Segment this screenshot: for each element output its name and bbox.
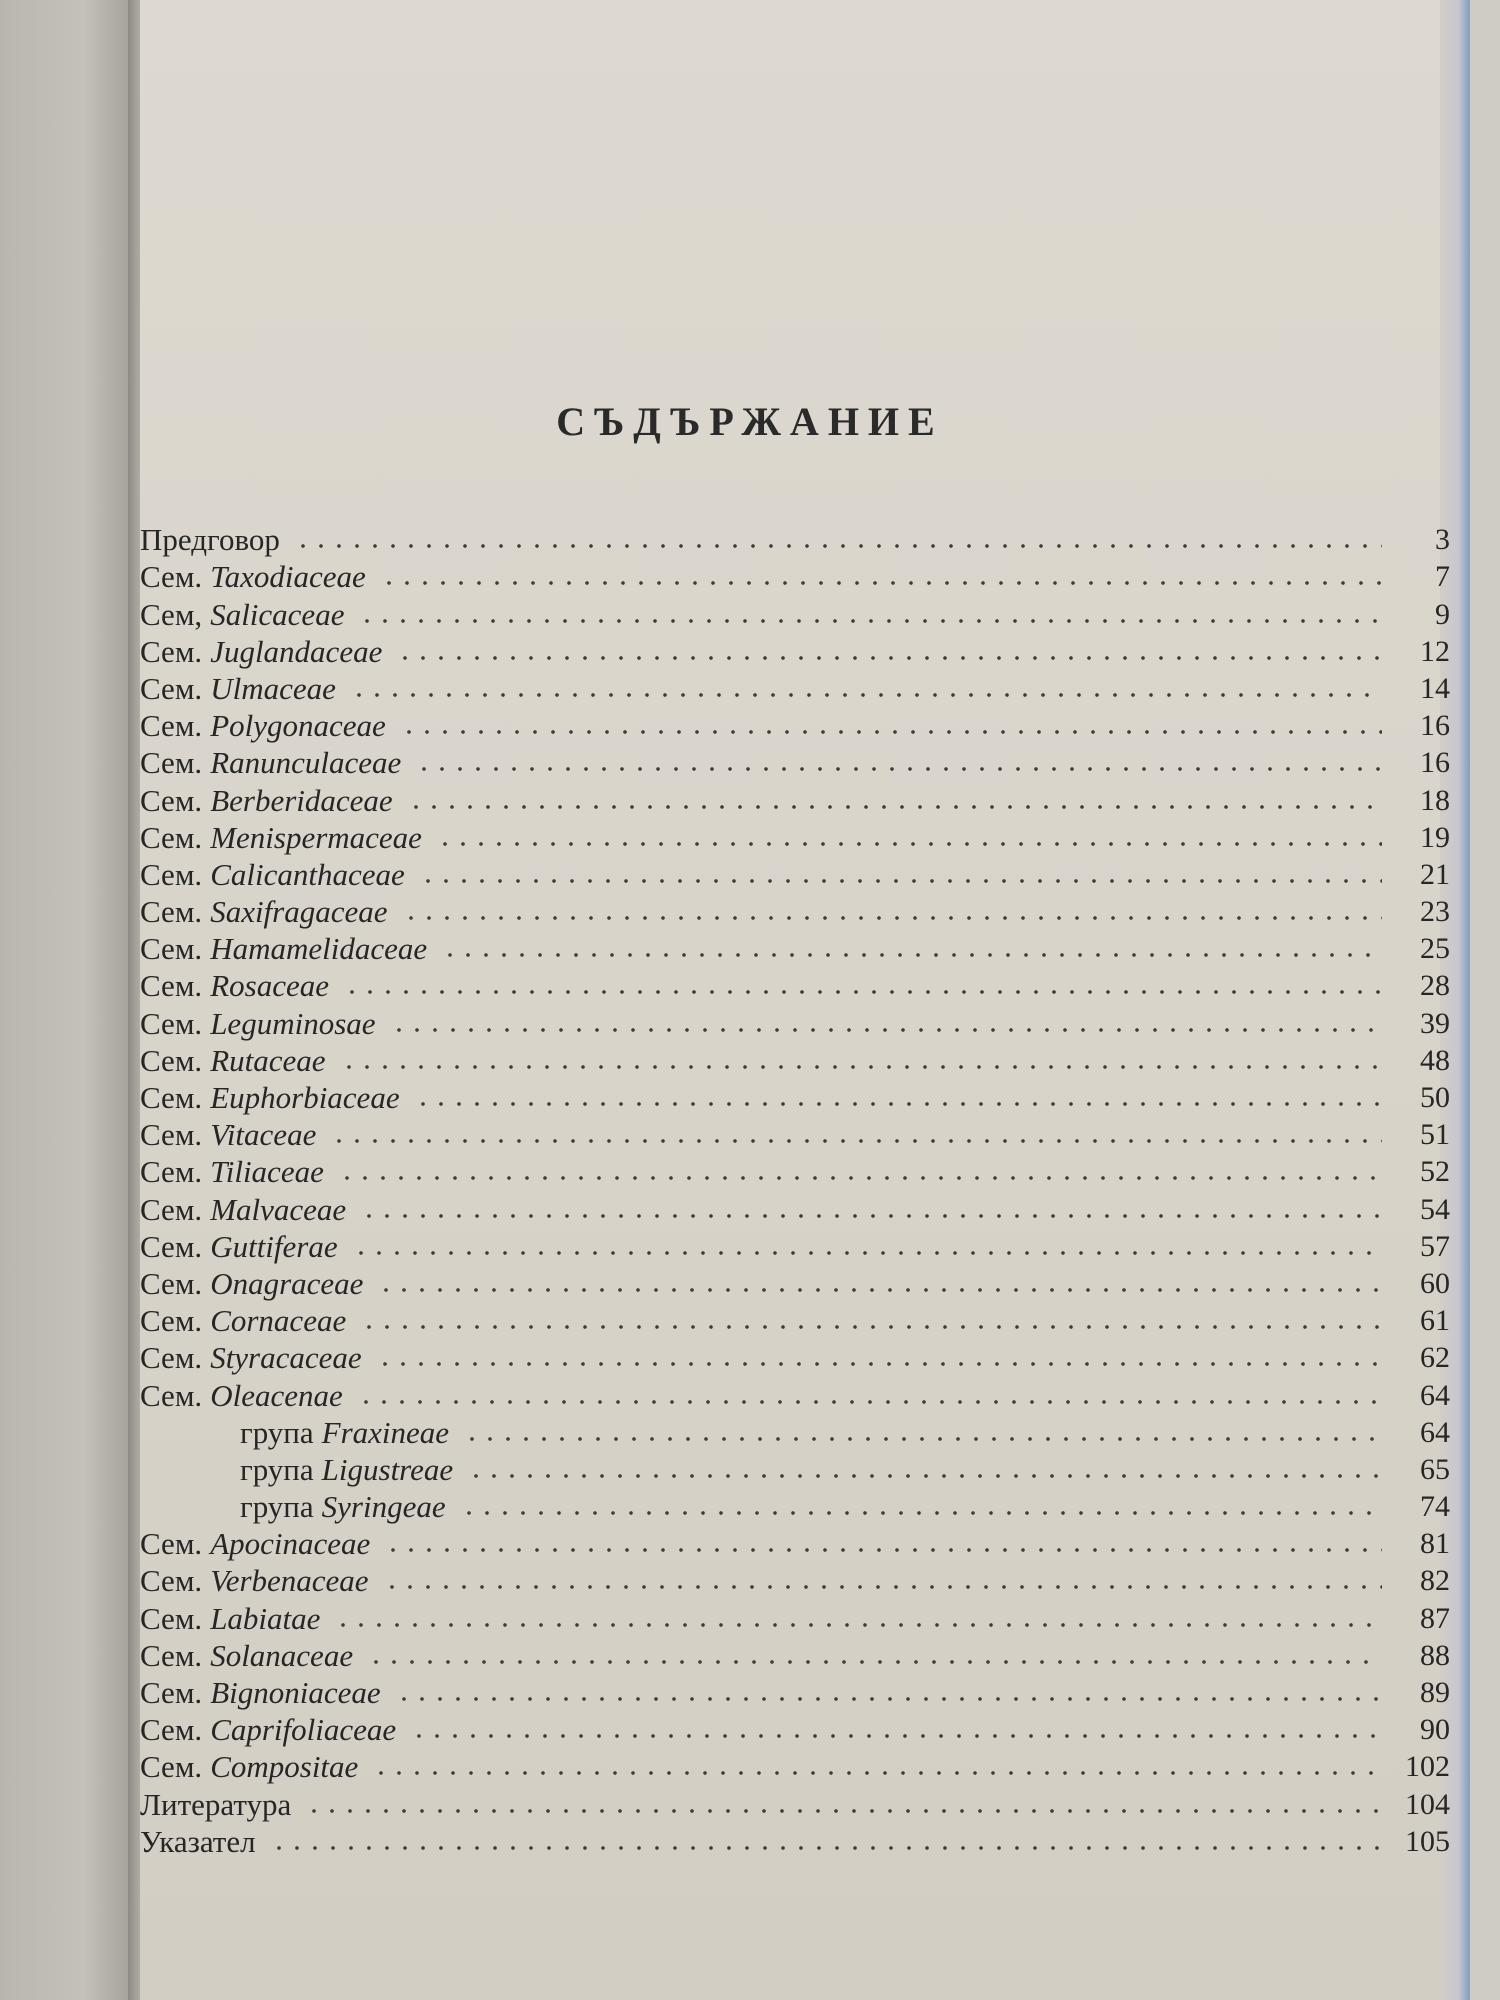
toc-entry-prefix: Сем. (140, 1637, 203, 1673)
toc-entry (140, 630, 1450, 667)
toc-entry-label (140, 708, 392, 744)
toc-entry-prefix: Сем. (140, 708, 203, 744)
toc-entry-page-number: 87 (1420, 1601, 1450, 1635)
dot-leader (410, 1733, 1382, 1739)
toc-entry-taxon: Compositae (210, 1749, 359, 1785)
toc-entry-prefix: Сем. (140, 1265, 203, 1301)
toc-entry-label (140, 559, 372, 595)
toc-entry-label (140, 782, 399, 818)
dot-leader (414, 1101, 1382, 1107)
dot-leader (376, 1361, 1382, 1367)
toc-entry-label (140, 1749, 364, 1785)
toc-entry (140, 1448, 1450, 1485)
toc-entry-prefix: Литература (140, 1786, 292, 1822)
toc-entry-page-number: 105 (1405, 1824, 1450, 1858)
dot-leader (390, 1027, 1382, 1033)
toc-entry-prefix: Сем. (140, 1340, 203, 1376)
toc-entry-prefix: Сем. (140, 1303, 203, 1339)
dot-leader (402, 915, 1382, 921)
toc-entry-taxon: Polygonaceae (210, 708, 386, 744)
toc-entry (140, 1039, 1450, 1076)
toc-entry (140, 555, 1450, 595)
toc-entry-page-number: 61 (1420, 1304, 1450, 1338)
toc-entry-label (140, 745, 407, 781)
toc-entry-taxon: Taxodiaceae (210, 559, 366, 595)
toc-entry-label (140, 1191, 352, 1227)
dot-leader (396, 655, 1382, 661)
toc-entry-prefix: група (240, 1489, 314, 1525)
toc-entry-taxon: Ranunculaceae (210, 745, 402, 781)
toc-entry (140, 1820, 1450, 1857)
toc-entry-prefix: Сем. (140, 819, 203, 855)
toc-entry-prefix: Сем. (140, 1228, 203, 1264)
toc-entry-page-number: 9 (1435, 597, 1450, 631)
toc-entry-label (140, 1712, 402, 1748)
toc-entry-page-number: 16 (1420, 709, 1450, 743)
toc-entry (140, 1559, 1450, 1599)
toc-entry (140, 1411, 1450, 1448)
toc-entry (140, 1076, 1450, 1113)
toc-entry-label (140, 633, 388, 669)
toc-entry-page-number: 18 (1420, 783, 1450, 817)
toc-entry (140, 592, 1450, 632)
dot-leader (294, 543, 1382, 549)
toc-entry (140, 1745, 1450, 1785)
toc-entry-page-number: 57 (1420, 1229, 1450, 1263)
toc-entry (140, 518, 1450, 558)
toc-entry-taxon: Ulmaceae (210, 670, 336, 706)
toc-entry-prefix: група (240, 1414, 314, 1450)
toc-entry-page-number: 54 (1420, 1192, 1450, 1226)
dot-leader (352, 1250, 1382, 1256)
toc-entry-taxon: Ligustreae (321, 1451, 454, 1487)
toc-entry (140, 1596, 1450, 1636)
toc-entry-taxon: Guttiferae (210, 1228, 338, 1264)
dot-leader (338, 1175, 1382, 1181)
toc-entry-label (140, 856, 411, 892)
toc-entry-page-number: 7 (1435, 560, 1450, 594)
toc-entry-page-number: 14 (1420, 671, 1450, 705)
dot-leader (357, 1399, 1382, 1405)
left-page-edge (0, 0, 140, 2000)
toc-entry (140, 1150, 1450, 1190)
toc-entry-page-number: 23 (1420, 895, 1450, 929)
toc-entry (140, 853, 1450, 890)
toc-entry-prefix: Сем. (140, 745, 203, 781)
toc-entry-label (140, 522, 286, 558)
toc-entry-taxon: Euphorbiaceae (210, 1080, 400, 1115)
toc-entry-prefix: Сем. (140, 1600, 203, 1636)
toc-entry-taxon: Onagraceae (210, 1265, 364, 1301)
dot-leader (383, 1584, 1382, 1590)
toc-entry-taxon: Leguminosae (210, 1005, 376, 1041)
toc-entry-page-number: 60 (1420, 1266, 1450, 1300)
toc-entry-label (140, 1340, 368, 1376)
dot-leader (343, 989, 1382, 995)
toc-entry-page-number: 12 (1420, 634, 1450, 668)
toc-entry-label (140, 1154, 330, 1190)
toc-entry-label (140, 1563, 375, 1599)
toc-entry (140, 1485, 1450, 1525)
toc-entry-page-number: 65 (1420, 1452, 1450, 1486)
toc-entry (140, 1113, 1450, 1153)
toc-entry-page-number: 64 (1420, 1378, 1450, 1412)
toc-entry-page-number: 74 (1420, 1490, 1450, 1524)
toc-entry-prefix: Сем. (140, 1377, 203, 1413)
toc-entry-page-number: 52 (1420, 1155, 1450, 1189)
toc-entry-label (140, 1637, 359, 1673)
toc-entry (140, 1187, 1450, 1227)
toc-entry-page-number: 90 (1420, 1713, 1450, 1747)
toc-entry-prefix: Сем. (140, 1042, 203, 1078)
dot-leader (377, 1287, 1382, 1293)
toc-entry (140, 964, 1450, 1004)
toc-entry (140, 1671, 1450, 1708)
dot-leader (419, 878, 1382, 884)
toc-entry-label (140, 1526, 376, 1562)
dot-leader (367, 1659, 1382, 1665)
toc-entry (140, 1225, 1450, 1262)
dot-leader (360, 1324, 1382, 1330)
toc-entry-prefix: Указател (140, 1823, 256, 1859)
toc-entry-taxon: Apocinaceae (210, 1526, 371, 1562)
toc-entry-page-number: 102 (1405, 1750, 1450, 1784)
dot-leader (360, 1213, 1382, 1219)
toc-entry-label (140, 670, 342, 706)
toc-entry-label (140, 968, 335, 1004)
toc-entry-page-number: 81 (1420, 1527, 1450, 1561)
toc-entry (140, 1299, 1450, 1339)
toc-entry-prefix: група (240, 1451, 314, 1487)
toc-entry-label (140, 819, 428, 855)
toc-entry-prefix: Сем. (140, 1005, 203, 1041)
toc-entry (140, 741, 1450, 781)
toc-entry-taxon: Labiatae (210, 1600, 321, 1636)
toc-entry (140, 927, 1450, 967)
toc-entry-prefix: Сем. (140, 1712, 203, 1748)
dot-leader (460, 1510, 1382, 1516)
toc-entry-taxon: Caprifoliaceae (210, 1712, 397, 1748)
toc-entry-prefix: Сем. (140, 670, 203, 706)
toc-entry-page-number: 3 (1435, 523, 1450, 557)
toc-entry-taxon: Rosaceae (210, 968, 329, 1004)
toc-entry-label (140, 596, 350, 632)
dot-leader (441, 952, 1382, 958)
toc-entry (140, 1336, 1450, 1376)
toc-entry (140, 667, 1450, 704)
toc-entry-prefix: Сем. (140, 1154, 203, 1190)
toc-entry-prefix: Сем. (140, 1191, 203, 1227)
toc-entry-prefix: Сем, (140, 596, 203, 632)
toc-entry (140, 704, 1450, 744)
toc-entry-prefix: Предговор (140, 522, 280, 558)
toc-entry-prefix: Сем. (140, 894, 203, 930)
toc-entry-label (140, 1600, 326, 1636)
toc-entry-label (140, 894, 394, 930)
toc-entry-prefix: Сем. (140, 1563, 203, 1599)
toc-entry-taxon: Salicaceae (210, 596, 345, 632)
toc-entry-label (140, 1489, 452, 1525)
toc-entry-prefix: Сем. (140, 1749, 203, 1785)
toc-entry-prefix: Сем. (140, 856, 203, 892)
dot-leader (400, 729, 1382, 735)
toc-entry-prefix: Сем. (140, 633, 203, 669)
dot-leader (415, 766, 1382, 772)
toc-entry-taxon: Verbenaceae (210, 1563, 369, 1599)
toc-entry (140, 1782, 1450, 1822)
toc-entry-prefix: Сем. (140, 968, 203, 1004)
page-title: СЪДЪРЖАНИЕ (556, 399, 944, 444)
toc-entry (140, 1262, 1450, 1299)
toc-entry-page-number: 104 (1405, 1787, 1450, 1821)
toc-entry-label (140, 1005, 382, 1041)
dot-leader (334, 1622, 1382, 1628)
toc-entry (140, 1522, 1450, 1562)
toc-entry (140, 1634, 1450, 1671)
dot-leader (467, 1473, 1382, 1479)
toc-entry-page-number: 21 (1420, 857, 1450, 891)
dot-leader (358, 618, 1382, 624)
toc-entry-taxon: Syringeae (321, 1489, 446, 1525)
toc-entry-page-number: 89 (1420, 1676, 1450, 1709)
toc-entry-prefix: Сем. (140, 782, 203, 818)
dot-leader (350, 692, 1382, 698)
dot-leader (380, 580, 1382, 586)
toc-entry-page-number: 88 (1420, 1638, 1450, 1672)
toc-entry-label (140, 1451, 459, 1487)
toc-entry-label (140, 1228, 344, 1264)
toc-entry-taxon: Juglandaceae (210, 633, 383, 669)
toc-entry (140, 816, 1450, 853)
toc-entry-taxon: Rutaceae (210, 1042, 326, 1078)
table-of-contents (140, 518, 1450, 1857)
dot-leader (407, 804, 1382, 810)
dot-leader (384, 1547, 1382, 1553)
toc-entry-page-number: 28 (1420, 969, 1450, 1003)
toc-entry-label (140, 931, 433, 967)
toc-entry-taxon: Bignoniaceae (210, 1675, 381, 1710)
dot-leader (330, 1138, 1382, 1144)
dot-leader (436, 841, 1382, 847)
toc-entry-prefix: Сем. (140, 931, 203, 967)
toc-entry-label (140, 1265, 369, 1301)
toc-entry-label (140, 1786, 297, 1822)
toc-entry-taxon: Oleacenae (210, 1377, 343, 1413)
toc-entry-page-number: 19 (1420, 820, 1450, 854)
toc-entry-taxon: Fraxineae (321, 1414, 450, 1450)
toc-entry (140, 778, 1450, 818)
toc-entry-prefix: Сем. (140, 1526, 203, 1562)
toc-entry-taxon: Saxifragaceae (210, 894, 388, 930)
toc-entry (140, 1373, 1450, 1413)
toc-entry-taxon: Malvaceae (210, 1191, 347, 1227)
toc-entry-label (140, 1303, 352, 1339)
toc-entry-page-number: 51 (1420, 1118, 1450, 1152)
toc-entry-taxon: Berberidaceae (210, 782, 393, 818)
dot-leader (463, 1436, 1382, 1442)
toc-entry-page-number: 62 (1420, 1341, 1450, 1375)
toc-entry-taxon: Menispermaceae (210, 819, 422, 855)
toc-entry-page-number: 16 (1420, 746, 1450, 780)
toc-entry-taxon: Solanaceae (210, 1637, 354, 1673)
dot-leader (305, 1808, 1382, 1814)
toc-entry-page-number: 39 (1420, 1006, 1450, 1040)
dot-leader (270, 1845, 1382, 1851)
toc-entry-page-number: 82 (1420, 1564, 1450, 1598)
toc-entry-label (140, 1414, 455, 1450)
toc-entry-prefix: Сем. (140, 559, 203, 595)
dot-leader (395, 1696, 1382, 1702)
toc-entry-label (140, 1117, 322, 1153)
toc-entry-label (140, 1823, 262, 1859)
toc-entry (140, 890, 1450, 930)
toc-entry-page-number: 64 (1420, 1415, 1450, 1449)
toc-entry-label (140, 1677, 387, 1708)
toc-entry-taxon: Hamamelidaceae (210, 931, 428, 967)
toc-entry-prefix: Сем. (140, 1675, 203, 1710)
toc-entry (140, 1708, 1450, 1748)
toc-entry-page-number: 48 (1420, 1043, 1450, 1077)
toc-entry-page-number: 25 (1420, 932, 1450, 966)
dot-leader (340, 1064, 1382, 1070)
toc-entry-label (140, 1082, 406, 1113)
toc-entry-page-number: 50 (1420, 1081, 1450, 1114)
toc-entry-prefix: Сем. (140, 1080, 203, 1115)
toc-entry (140, 1001, 1450, 1041)
toc-entry-prefix: Сем. (140, 1117, 203, 1153)
toc-entry-label (140, 1377, 349, 1413)
toc-entry-taxon: Vitaceae (210, 1117, 317, 1153)
toc-entry-taxon: Tiliaceae (210, 1154, 324, 1190)
toc-entry-taxon: Cornaceae (210, 1303, 347, 1339)
toc-entry-taxon: Calicanthaceae (210, 856, 405, 892)
dot-leader (372, 1770, 1382, 1776)
toc-entry-label (140, 1042, 332, 1078)
toc-entry-taxon: Styracaceae (210, 1340, 362, 1376)
